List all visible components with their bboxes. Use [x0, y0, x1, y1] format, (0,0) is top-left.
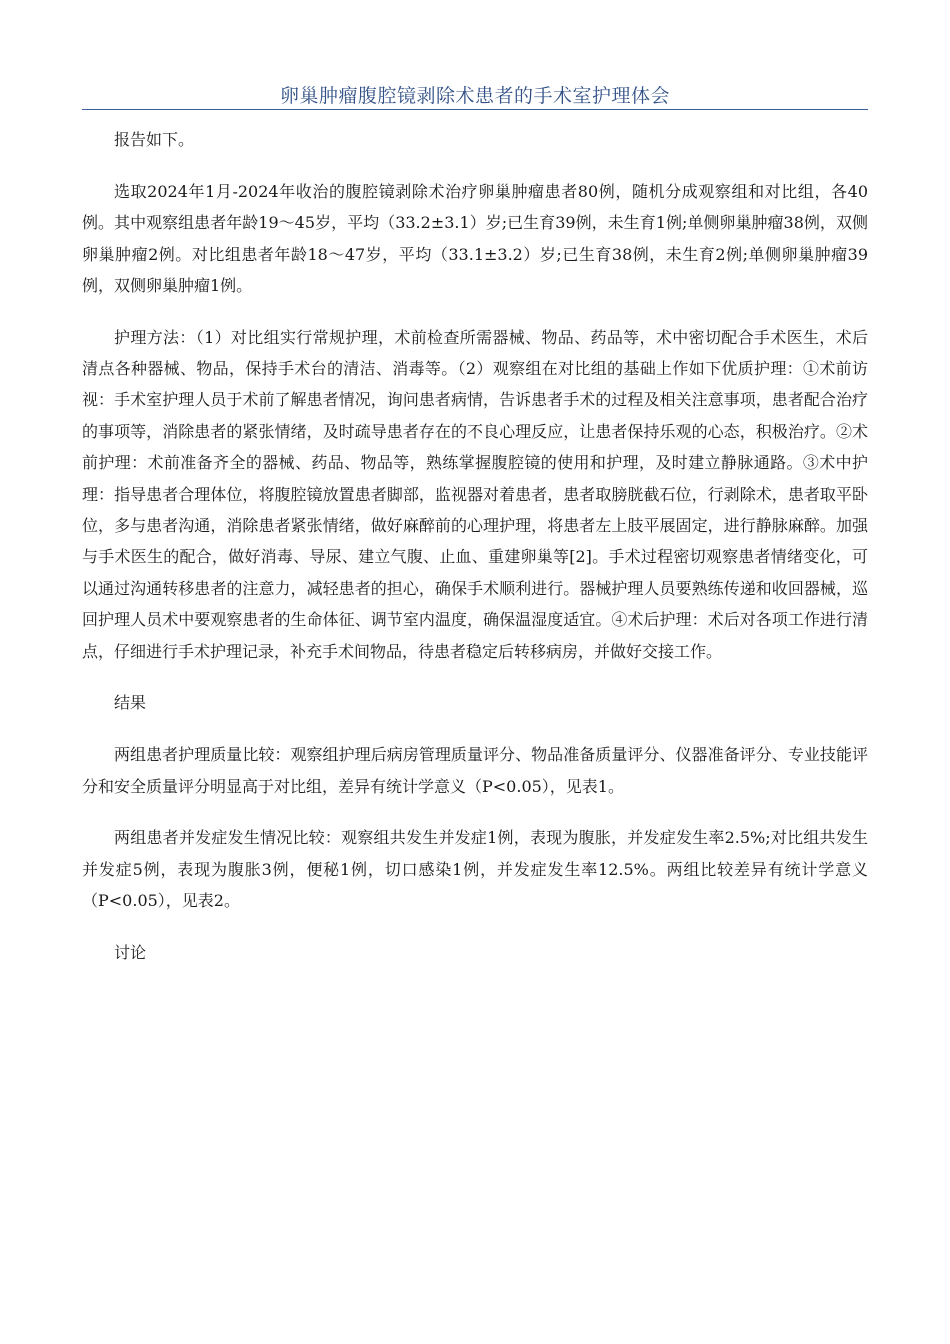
- paragraph-quality-comparison: 两组患者护理质量比较：观察组护理后病房管理质量评分、物品准备质量评分、仪器准备评分、专业技能评分和安全质量评分明显高于对比组，差异有统计学意义（P<0.05），见表1。: [82, 745, 868, 796]
- document-body: [82, 124, 868, 988]
- paragraph-nursing-methods: 护理方法：（1）对比组实行常规护理，术前检查所需器械、物品、药品等，术中密切配合手术医生，术后清点各种器械、物品，保持手术台的清洁、消毒等。（2）观察组在对比组的基础上作如下优质护理：①术前访视：手术室护理人员于术前了解患者情况，询问患者病情，告诉患者手术的过程及相关注意事项，患者配合治疗的事项等，消除患者的紧张情绪，及时疏导患者存在的不良心理反应，让患者保持乐观的心态，积极治疗。②术前护理：术前准备齐全的器械、药品、物品等，熟练掌握腹腔镜的使用和护理，及时建立静脉通路。③术中护理：指导患者合理体位，将腹腔镜放置患者脚部，监视器对着患者，患者取膀胱截石位，行剥除术，患者取平卧位，多与患者沟通，消除患者紧张情绪，做好麻醉前的心理护理，将患者左上肢平展固定，进行静脉麻醉。加强与手术医生的配合，做好消毒、导尿、建立气腹、止血、重建卵巢等[2]。手术过程密切观察患者情绪变化，可以通过沟通转移患者的注意力，减轻患者的担心，确保手术顺利进行。器械护理人员要熟练传递和收回器械，巡回护理人员术中要观察患者的生命体征、调节室内温度，确保温湿度适宜。④术后护理：术后对各项工作进行清点，仔细进行手术护理记录，补充手术间物品，待患者稳定后转移病房，并做好交接工作。: [82, 327, 868, 661]
- page-header-title: 卵巢肿瘤腹腔镜剥除术患者的手术室护理体会: [279, 85, 670, 107]
- paragraph-complication-comparison: 两组患者并发症发生情况比较：观察组共发生并发症1例，表现为腹胀，并发症发生率2.5%;对比组共发生并发症5例，表现为腹胀3例，便秘1例，切口感染1例，并发症发生率12.5%。两组比较差异有统计学意义（P<0.05），见表2。: [82, 828, 868, 911]
- section-heading-results: 结果: [114, 693, 147, 713]
- header-divider: [82, 109, 868, 110]
- section-heading-discussion: 讨论: [114, 942, 147, 962]
- paragraph-report-intro: 报告如下。: [114, 130, 195, 149]
- paragraph-subjects: 选取2024年1月-2024年收治的腹腔镜剥除术治疗卵巢肿瘤患者80例，随机分成观察组和对比组，各40例。其中观察组患者年龄19～45岁，平均（33.2±3.1）岁;已生育39例，未生育1例;单侧卵巢肿瘤38例，双侧卵巢肿瘤2例。对比组患者年龄18～47岁，平均（33.1±3.2）岁;已生育38例，未生育2例;单侧卵巢肿瘤39例，双侧卵巢肿瘤1例。: [82, 181, 868, 295]
